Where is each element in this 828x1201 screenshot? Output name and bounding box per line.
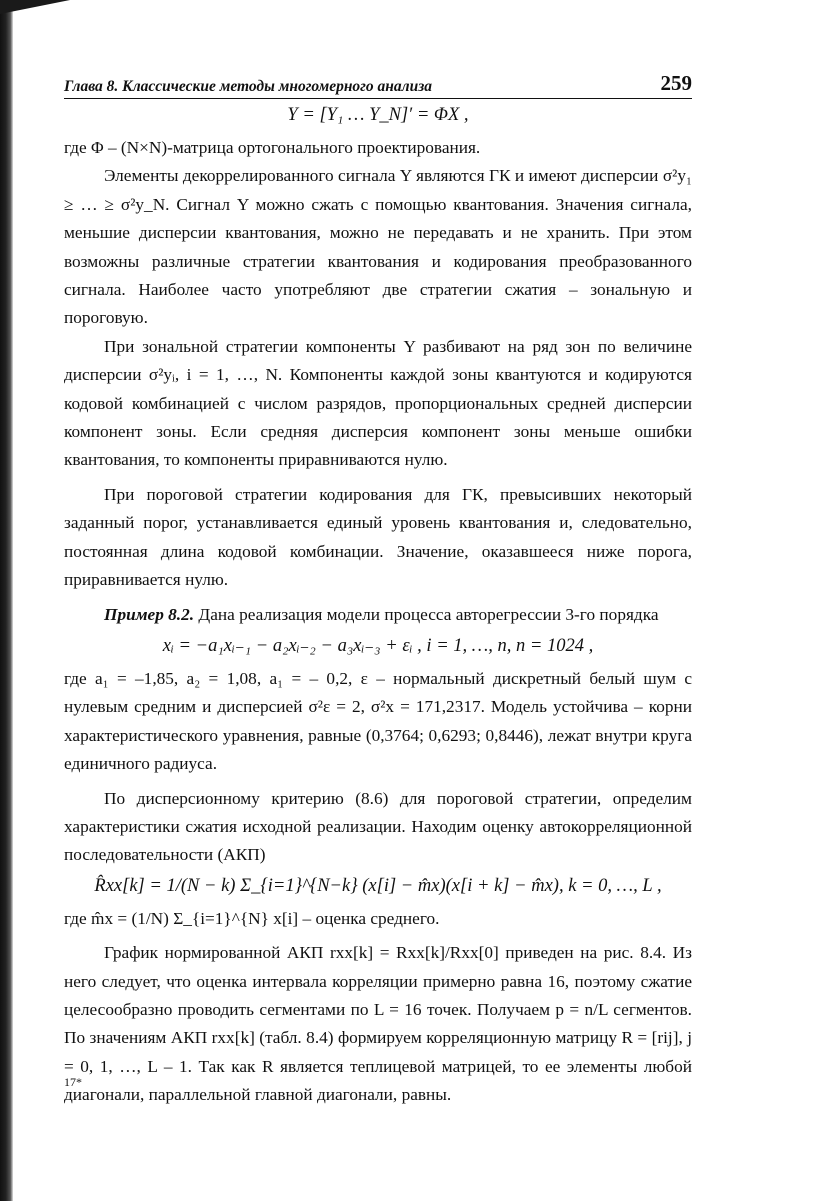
signature-mark: 17* (64, 1075, 82, 1089)
book-page (64, 70, 692, 1110)
paragraph-example (64, 601, 692, 629)
paragraph-graph: График нормированной АКП rxx[k] = Rxx[k]/Rxx[0] приведен на рис. 8.4. Из него следует, что оценка интервала корреляции примерно равна 16, поэтому сжатие целесообразно проводить сегментами по L = 16 точек. Получаем p = n/L сегментов. По значениям АКП rxx[k] (табл. 8.4) формируем корреляционную матрицу R = [rij], j = 0, 1, …, L – 1. Так как R является теплицевой матрицей, то ее элементы любой диагонали, параллельной главной диагонали, равны. (64, 943, 692, 1105)
equation-projection: Y = [Y₁ … Y_N]′ = ΦX , (287, 105, 469, 125)
chapter-title: Глава 8. Классические методы многомерного анализа (64, 78, 432, 95)
example-label: Пример 8.2. (104, 604, 195, 624)
paragraph-phi: где Φ – (N×N)-матрица ортогонального проектирования. (64, 138, 481, 157)
paragraph-decorrelated: Элементы декоррелированного сигнала Y являются ГК и имеют дисперсии σ²y₁ ≥ … ≥ σ²y_N. Сигнал Y можно сжать с помощью квантования. Значения сигнала, меньшие дисперсии квантования, можно не передавать и не хранить. При этом возможны различные стратегии квантования и кодирования преобразованного сигнала. Наиболее часто употребляют две стратегии сжатия – зональную и пороговую. (64, 166, 692, 328)
paragraph-mean: где m̂x = (1/N) Σ_{i=1}^{N} x[i] – оценка среднего. (64, 908, 440, 928)
page-number: 259 (660, 71, 692, 95)
equation-ar-model: xᵢ = −a₁xᵢ₋₁ − a₂xᵢ₋₂ − a₃xᵢ₋₃ + εᵢ , i = 1, …, n, n = 1024 , (162, 635, 594, 656)
example-text: Дана реализация модели процесса авторегрессии 3-го порядка (198, 604, 659, 624)
scan-corner (0, 0, 70, 14)
paragraph-coefficients: где a₁ = –1,85, a₂ = 1,08, a₁ = – 0,2, ε – нормальный дискретный белый шум с нулевым средним и дисперсией σ²ε = 2, σ²x = 171,2317. Модель устойчива – корни характеристического уравнения, равные (0,3764; 0,6293; 0,8446), лежат внутри круга единичного радиуса. (64, 668, 692, 774)
running-header (64, 70, 692, 99)
scan-edge (0, 0, 13, 1201)
equation-acf: R̂xx[k] = 1/(N − k) Σ_{i=1}^{N−k} (x[i] − m̂x)(x[i + k] − m̂x), k = 0, …, L , (94, 875, 662, 896)
paragraph-zonal: При зональной стратегии компоненты Y разбивают на ряд зон по величине дисперсии σ²yᵢ, i = 1, …, N. Компоненты каждой зоны квантуются и кодируются кодовой комбинацией с числом разрядов, пропорциональных средней дисперсии компонент зоны. Если средняя дисперсия компонент зоны меньше ошибки квантования, то компоненты приравниваются нулю. (64, 336, 692, 470)
paragraph-threshold: При пороговой стратегии кодирования для ГК, превысивших некоторый заданный порог, устанавливается единый уровень квантования и, следовательно, постоянная длина кодовой комбинации. Значение, оказавшееся ниже порога, приравнивается нулю. (64, 484, 692, 590)
paragraph-criterion: По дисперсионному критерию (8.6) для пороговой стратегии, определим характеристики сжатия исходной реализации. Находим оценку автокорреляционной последовательности (АКП) (64, 788, 692, 865)
